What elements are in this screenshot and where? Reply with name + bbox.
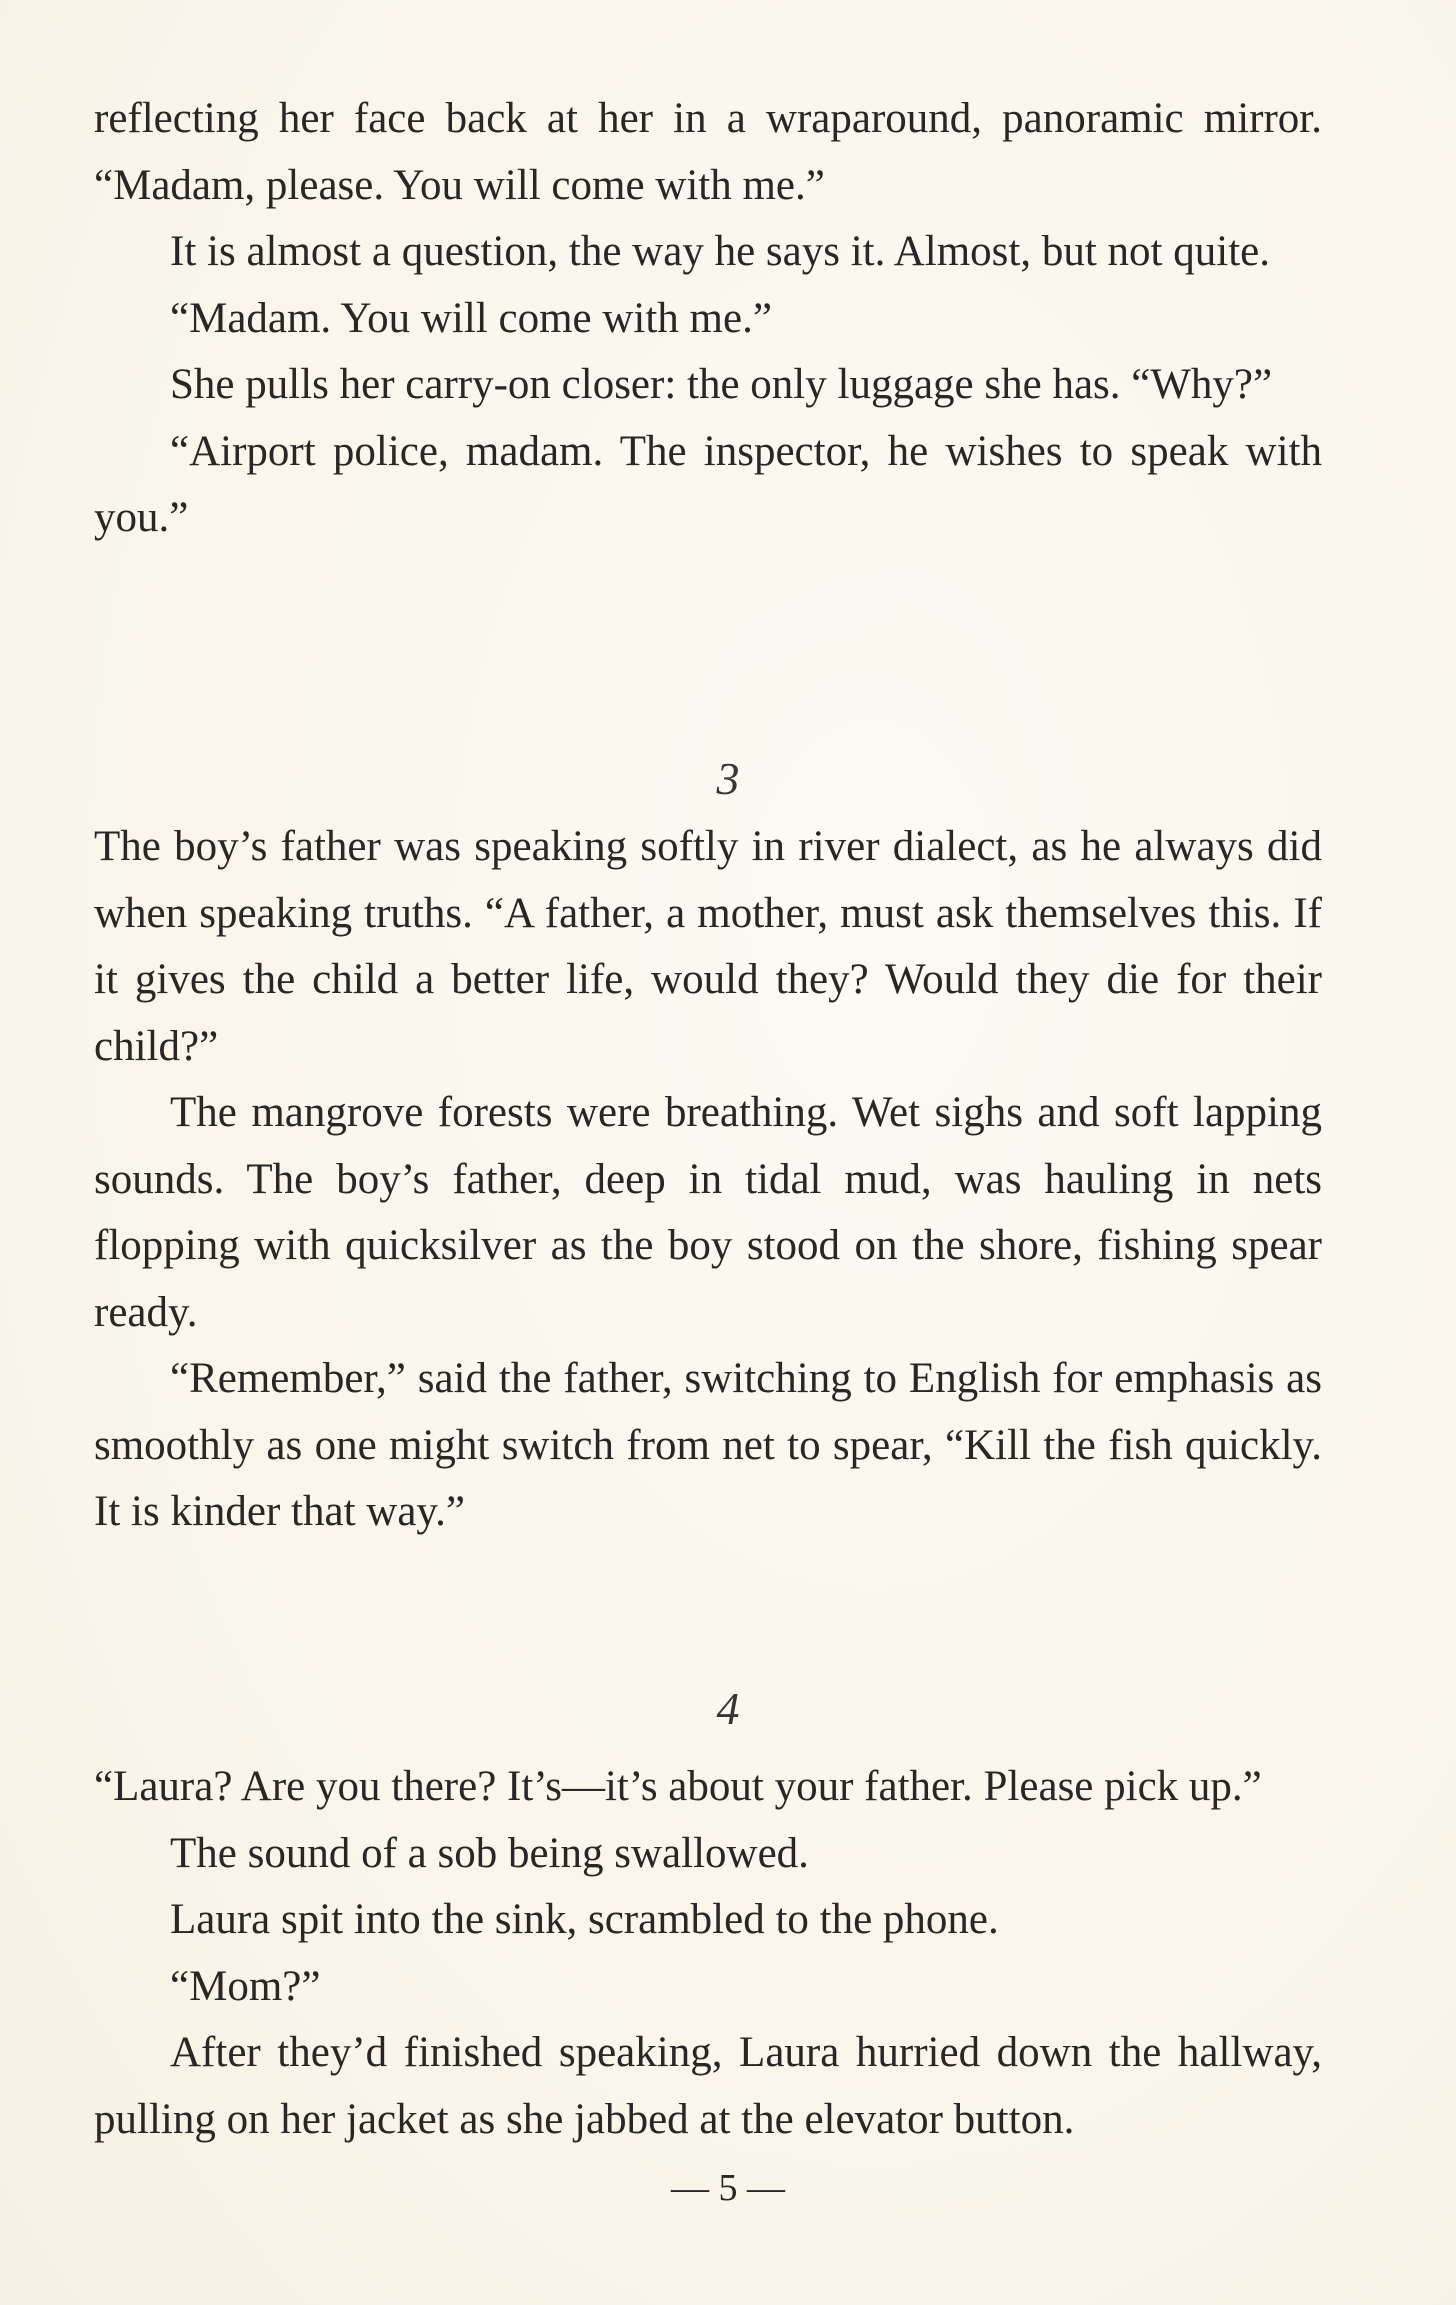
section-number: 3	[716, 753, 740, 804]
text-block-section-4	[94, 1754, 1322, 2153]
page-number: — 5 —	[671, 2167, 785, 2209]
paragraph: The sound of a sob being swallowed.	[170, 1829, 809, 1877]
paragraph: “Remember,” said the father, switching to English for emphasis as smoothly as one might switch from net to spear, “Kill the fish quickly. It is kinder that way.”	[94, 1355, 1322, 1535]
paragraph: “Laura? Are you there? It’s—it’s about your father. Please pick up.”	[94, 1763, 1262, 1810]
paragraph: “Mom?”	[170, 1962, 321, 2010]
paragraph: “Madam. You will come with me.”	[170, 294, 772, 342]
paragraph: “Airport police, madam. The inspector, he wishes to speak with you.”	[94, 427, 1322, 541]
paragraph: The boy’s father was speaking softly in river dialect, as he always did when speaking truths. “A father, a mother, must ask themselves this. If it gives the child a better life, would they? Would they die for their child?”	[94, 823, 1322, 1070]
section-number: 4	[716, 1683, 740, 1734]
text-block-section-3	[94, 814, 1322, 1546]
paragraph: It is almost a question, the way he says it. Almost, but not quite.	[170, 228, 1270, 275]
paragraph: After they’d finished speaking, Laura hurried down the hallway, pulling on her jacket as she jabbed at the elevator button.	[94, 2029, 1322, 2143]
paragraph: Laura spit into the sink, scrambled to the phone.	[170, 1896, 999, 1943]
paragraph: reflecting her face back at her in a wraparound, panoramic mirror. “Madam, please. You will come with me.”	[94, 95, 1322, 209]
paragraph: She pulls her carry-on closer: the only luggage she has. “Why?”	[170, 361, 1273, 408]
paragraph: The mangrove forests were breathing. Wet sighs and soft lapping sounds. The boy’s father, deep in tidal mud, was hauling in nets flopping with quicksilver as the boy stood on the shore, fishing spear ready.	[94, 1089, 1322, 1336]
text-block-section-2	[94, 86, 1322, 552]
